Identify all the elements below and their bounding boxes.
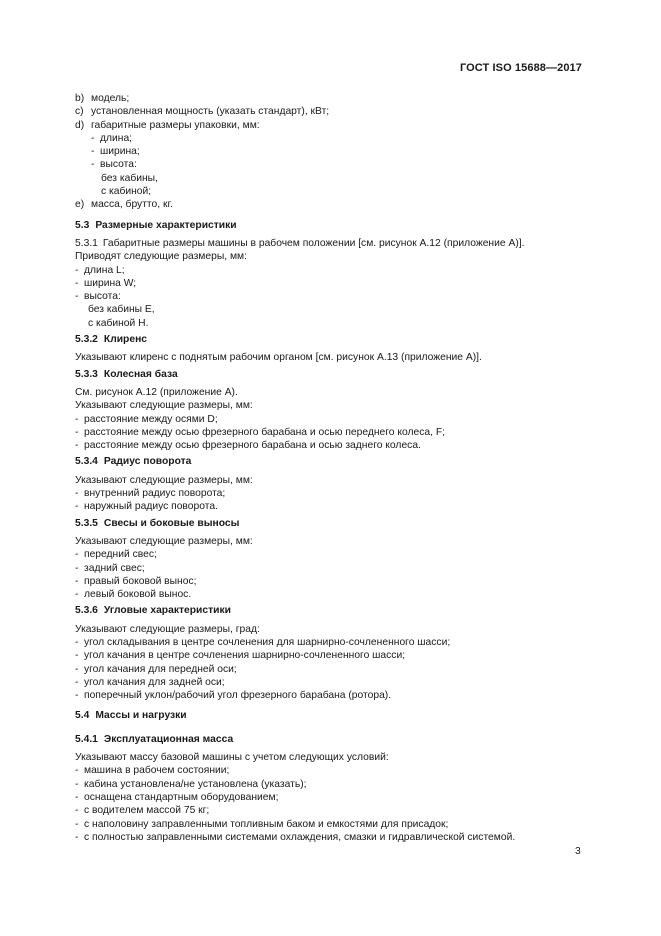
list-item: без кабины E, [88, 304, 155, 316]
list-item: - расстояние между осью фрезерного барабана и осью переднего колеса, F; [75, 426, 445, 438]
list-item: - правый боковой вынос; [75, 575, 197, 587]
list-item: - задний свес; [75, 562, 145, 574]
section-heading-5-3-5: 5.3.5 Свесы и боковые выносы [75, 517, 240, 529]
section-heading-5-4-1: 5.4.1 Эксплуатационная масса [75, 733, 234, 745]
paragraph: Указывают массу базовой машины с учетом следующих условий: [75, 752, 389, 764]
section-heading-5-3-2: 5.3.2 Клиренс [75, 334, 148, 346]
section-heading-5-3: 5.3 Размерные характеристики [75, 219, 237, 231]
list-item: - левый боковой вынос. [75, 589, 192, 601]
paragraph: Указывают следующие размеры, град: [75, 623, 260, 635]
list-item: d) габаритные размеры упаковки, мм: [75, 119, 260, 131]
list-item: - угол качания в центре сочленения шарнирно-сочлененного шасси; [75, 650, 406, 662]
list-item: - расстояние между осью фрезерного барабана и осью заднего колеса. [75, 440, 421, 452]
list-item: - угол качания для передней оси; [75, 663, 237, 675]
section-heading-5-3-4: 5.3.4 Радиус поворота [75, 456, 192, 468]
paragraph: Приводят следующие размеры, мм: [75, 251, 247, 263]
page-number: 3 [575, 846, 581, 857]
list-item: - высота: [91, 159, 137, 171]
paragraph: Указывают следующие размеры, мм: [75, 474, 253, 486]
paragraph: 5.3.1 Габаритные размеры машины в рабочем положении [см. рисунок А.12 (приложение А)]. [75, 237, 525, 249]
paragraph: См. рисунок А.12 (приложение А). [75, 386, 238, 398]
list-item: - оснащена стандартным оборудованием; [75, 791, 279, 803]
page-content [75, 92, 595, 844]
list-item: - передний свес; [75, 549, 157, 561]
list-item: - с наполовину заправленными топливным баком и емкостями для присадок; [75, 818, 449, 830]
list-item: - длина; [91, 132, 133, 144]
list-item: - ширина; [91, 146, 140, 158]
list-item: b) модель; [75, 93, 130, 104]
paragraph: Указывают клиренс с поднятым рабочим органом [см. рисунок А.13 (приложение А)]. [75, 352, 482, 364]
list-item: - угол качания для задней оси; [75, 676, 225, 688]
list-item: с кабиной H. [88, 317, 149, 329]
section-heading-5-3-3: 5.3.3 Колесная база [75, 368, 178, 380]
paragraph: Указывают следующие размеры, мм: [75, 400, 253, 412]
list-item: - наружный радиус поворота. [75, 501, 218, 513]
list-item: - внутренний радиус поворота; [75, 488, 226, 500]
paragraph: Указывают следующие размеры, мм: [75, 535, 253, 547]
list-item: с кабиной; [101, 186, 152, 198]
standard-header: ГОСТ ISO 15688—2017 [459, 62, 582, 74]
list-item: - расстояние между осями D; [75, 413, 218, 425]
list-item: - кабина установлена/не установлена (указать); [75, 778, 307, 790]
list-item: - длина L; [75, 264, 125, 276]
section-heading-5-4: 5.4 Массы и нагрузки [75, 710, 187, 722]
list-item: - машина в рабочем состоянии; [75, 765, 230, 777]
list-item: - ширина W; [75, 277, 137, 289]
section-heading-5-3-6: 5.3.6 Угловые характеристики [75, 605, 231, 617]
list-item: - угол складывания в центре сочленения для шарнирно-сочлененного шасси; [75, 636, 451, 648]
list-item: c) установленная мощность (указать стандарт), кВт; [75, 106, 330, 118]
list-item: e) масса, брутто, кг. [75, 199, 173, 211]
list-item: без кабины, [101, 172, 158, 184]
list-item: - с полностью заправленными системами охлаждения, смазки и гидравлической системой. [75, 831, 516, 843]
list-item: - с водителем массой 75 кг; [75, 805, 210, 817]
list-item: - высота: [75, 291, 121, 303]
list-item: - поперечный уклон/рабочий угол фрезерного барабана (ротора). [75, 690, 392, 702]
